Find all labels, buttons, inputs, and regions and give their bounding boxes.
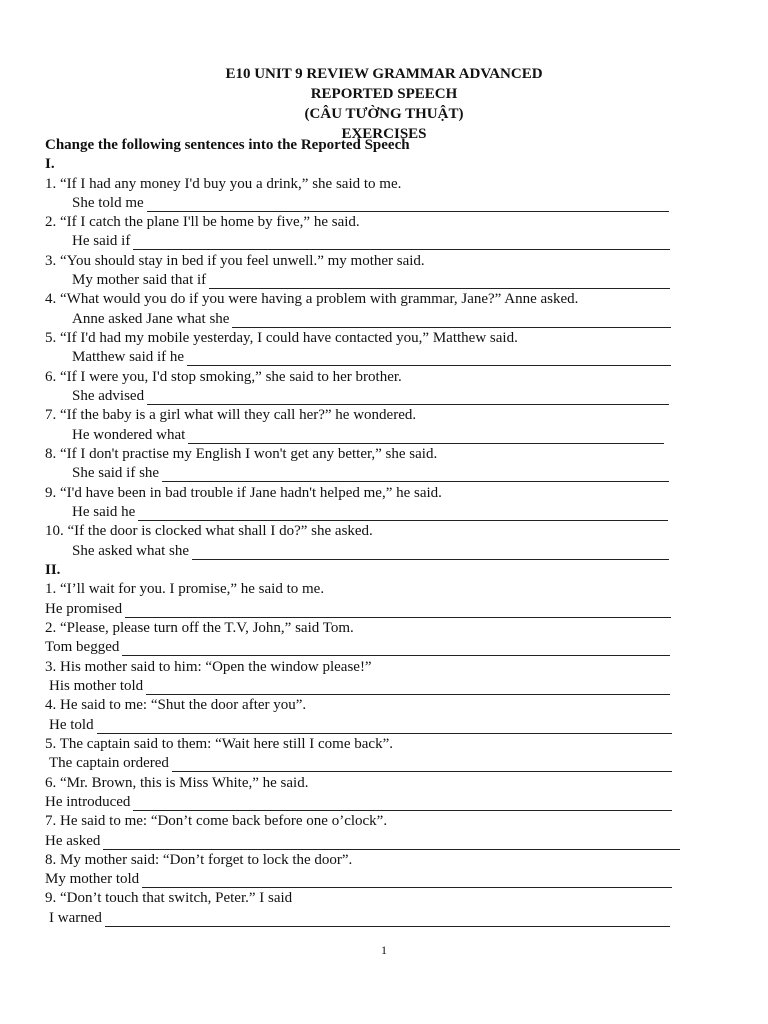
- question-1-8: 8. “If I don't practise my English I won't get any better,” she said.: [45, 446, 438, 462]
- header: [0, 64, 768, 144]
- answer-line-1-6[interactable]: [72, 387, 669, 405]
- answer-blank[interactable]: [188, 429, 664, 444]
- answer-prefix: She asked what she: [72, 543, 190, 559]
- question-2-1: 1. “I’ll wait for you. I promise,” he said to me.: [45, 581, 325, 597]
- instruction: Change the following sentences into the Reported Speech: [45, 137, 410, 153]
- answer-blank[interactable]: [162, 467, 669, 482]
- question-1-7: 7. “If the baby is a girl what will they call her?” he wondered.: [45, 407, 417, 423]
- answer-prefix: He said he: [72, 504, 136, 520]
- answer-line-2-3[interactable]: [49, 677, 670, 695]
- title-line-3: (CÂU TƯỜNG THUẬT): [304, 106, 464, 122]
- answer-blank[interactable]: [147, 390, 669, 405]
- answer-blank[interactable]: [209, 274, 670, 289]
- question-1-6: 6. “If I were you, I'd stop smoking,” she said to her brother.: [45, 369, 402, 385]
- question-2-8: 8. My mother said: “Don’t forget to lock the door”.: [45, 852, 353, 868]
- answer-prefix: The captain ordered: [49, 755, 169, 771]
- question-1-1: 1. “If I had any money I'd buy you a drink,” she said to me.: [45, 176, 402, 192]
- answer-prefix: Tom begged: [45, 639, 120, 655]
- answer-blank[interactable]: [187, 351, 671, 366]
- answer-prefix: He introduced: [45, 794, 131, 810]
- question-2-7: 7. He said to me: “Don’t come back before one o’clock”.: [45, 813, 388, 829]
- answer-line-2-9[interactable]: [49, 909, 670, 927]
- answer-line-1-1[interactable]: [72, 194, 669, 212]
- answer-line-2-2[interactable]: [45, 638, 670, 656]
- answer-line-1-4[interactable]: [72, 310, 671, 328]
- answer-line-2-4[interactable]: [49, 716, 672, 734]
- answer-blank[interactable]: [232, 313, 671, 328]
- title-line-2: REPORTED SPEECH: [310, 86, 458, 102]
- question-2-5: 5. The captain said to them: “Wait here still I come back”.: [45, 736, 393, 752]
- answer-line-1-2[interactable]: [72, 232, 670, 250]
- answer-prefix: She advised: [72, 388, 145, 404]
- answer-blank[interactable]: [125, 603, 671, 618]
- answer-blank[interactable]: [192, 545, 669, 560]
- answer-line-1-9[interactable]: [72, 503, 668, 521]
- answer-line-1-3[interactable]: [72, 271, 670, 289]
- title-line-1: E10 UNIT 9 REVIEW GRAMMAR ADVANCED: [225, 66, 543, 82]
- answer-prefix: My mother said that if: [72, 272, 207, 288]
- title-line-4: EXERCISES: [341, 126, 427, 142]
- answer-line-2-8[interactable]: [45, 870, 672, 888]
- answer-prefix: My mother told: [45, 871, 140, 887]
- answer-prefix: I warned: [49, 910, 102, 926]
- answer-prefix: He promised: [45, 601, 123, 617]
- answer-prefix: Anne asked Jane what she: [72, 311, 230, 327]
- answer-prefix: She told me: [72, 195, 144, 211]
- answer-line-2-5[interactable]: [49, 754, 672, 772]
- answer-line-2-6[interactable]: [45, 793, 672, 811]
- answer-line-2-7[interactable]: [45, 832, 680, 850]
- answer-prefix: He said if: [72, 233, 131, 249]
- answer-blank[interactable]: [142, 873, 672, 888]
- question-2-9: 9. “Don’t touch that switch, Peter.” I said: [45, 890, 293, 906]
- answer-blank[interactable]: [147, 197, 669, 212]
- question-1-9: 9. “I'd have been in bad trouble if Jane hadn't helped me,” he said.: [45, 485, 442, 501]
- answer-line-1-5[interactable]: [72, 348, 671, 366]
- question-2-4: 4. He said to me: “Shut the door after you”.: [45, 697, 307, 713]
- question-1-2: 2. “If I catch the plane I'll be home by five,” he said.: [45, 214, 360, 230]
- question-1-3: 3. “You should stay in bed if you feel unwell.” my mother said.: [45, 253, 425, 269]
- answer-prefix: He told: [49, 717, 94, 733]
- answer-blank[interactable]: [146, 680, 670, 695]
- answer-blank[interactable]: [97, 719, 672, 734]
- answer-blank[interactable]: [133, 796, 672, 811]
- answer-line-1-10[interactable]: [72, 542, 669, 560]
- page-number: 1: [381, 943, 387, 957]
- answer-line-2-1[interactable]: [45, 600, 671, 618]
- answer-prefix: He wondered what: [72, 427, 186, 443]
- question-1-4: 4. “What would you do if you were having a problem with grammar, Jane?” Anne asked.: [45, 291, 579, 307]
- answer-prefix: His mother told: [49, 678, 144, 694]
- answer-prefix: She said if she: [72, 465, 160, 481]
- section-heading-2: II.: [45, 562, 61, 578]
- answer-line-1-8[interactable]: [72, 464, 669, 482]
- question-2-2: 2. “Please, please turn off the T.V, John,” said Tom.: [45, 620, 354, 636]
- answer-blank[interactable]: [122, 641, 670, 656]
- question-1-10: 10. “If the door is clocked what shall I do?” she asked.: [45, 523, 373, 539]
- answer-prefix: Matthew said if he: [72, 349, 185, 365]
- section-heading-1: I.: [45, 156, 55, 172]
- question-1-5: 5. “If I'd had my mobile yesterday, I could have contacted you,” Matthew said.: [45, 330, 518, 346]
- answer-blank[interactable]: [172, 757, 672, 772]
- answer-blank[interactable]: [133, 235, 670, 250]
- answer-blank[interactable]: [105, 912, 670, 927]
- question-2-3: 3. His mother said to him: “Open the window please!”: [45, 659, 372, 675]
- answer-line-1-7[interactable]: [72, 426, 664, 444]
- answer-prefix: He asked: [45, 833, 101, 849]
- question-2-6: 6. “Mr. Brown, this is Miss White,” he said.: [45, 775, 309, 791]
- answer-blank[interactable]: [103, 835, 680, 850]
- answer-blank[interactable]: [138, 506, 668, 521]
